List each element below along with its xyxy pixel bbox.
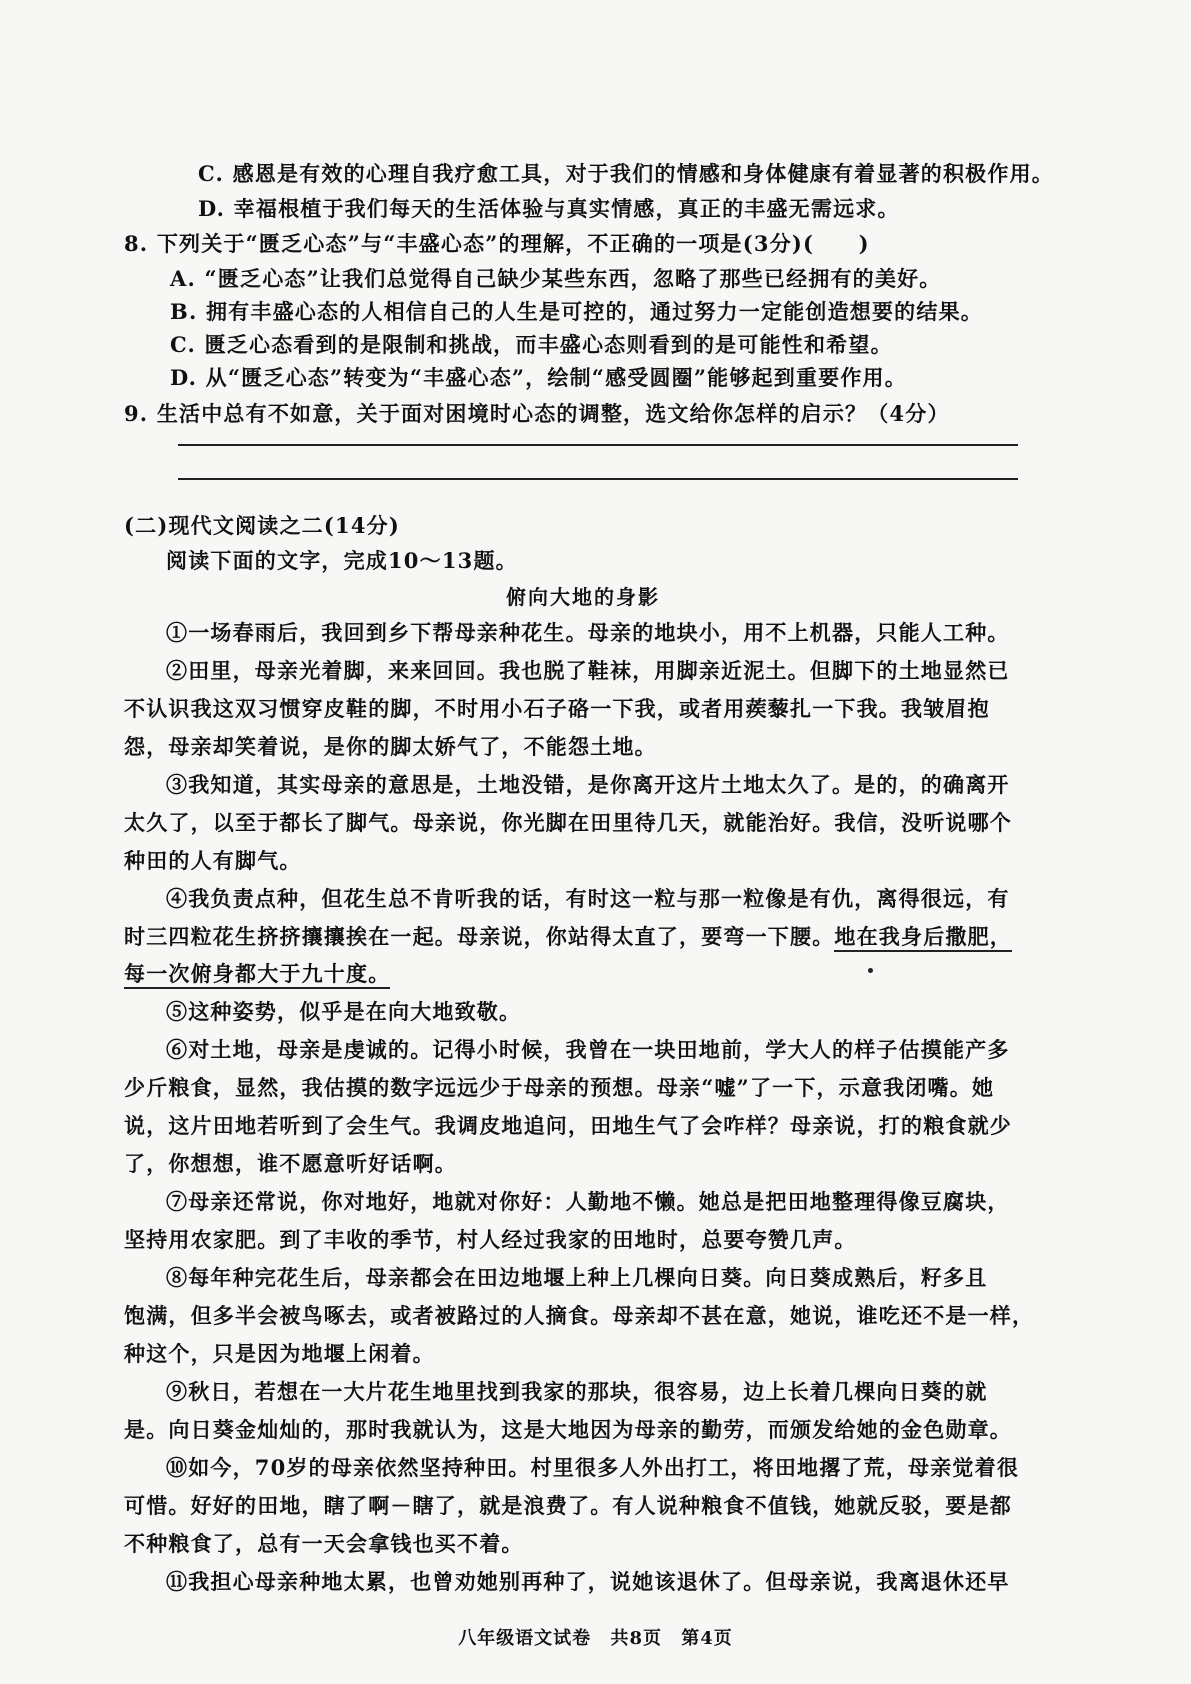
passage-line: 少斤粮食，显然，我估摸的数字远远少于母亲的预想。母亲“嘘”了一下，示意我闭嘴。她: [124, 1075, 995, 1100]
page-footer: [0, 1624, 1191, 1650]
passage-line: 说，这片田地若听到了会生气。我调皮地追问，田地生气了会咋样？母亲说，打的粮食就少: [124, 1113, 1012, 1138]
passage-line: 了，你想想，谁不愿意听好话啊。: [124, 1151, 457, 1176]
passage-line: 是。向日葵金灿灿的，那时我就认为，这是大地因为母亲的勤劳，而颁发给她的金色勋章。: [124, 1417, 1012, 1442]
underlined-sentence: 每一次俯身都大于九十度。: [124, 961, 390, 989]
q7-option-d: D. 幸福根植于我们每天的生活体验与真实情感，真正的丰盛无需远求。: [198, 196, 900, 221]
q9-answer-line-2[interactable]: [178, 478, 1018, 480]
passage-line: ⑤这种姿势，似乎是在向大地致敬。: [166, 999, 522, 1024]
q8-option-d: D. 从“匮乏心态”转变为“丰盛心态”，绘制“感受圆圈”能够起到重要作用。: [170, 365, 907, 390]
passage-line: ⑩如今，70岁的母亲依然坚持种田。村里很多人外出打工，将田地撂了荒，母亲觉着很: [166, 1455, 1020, 1480]
q7-option-c: C. 感恩是有效的心理自我疗愈工具，对于我们的情感和身体健康有着显著的积极作用。: [198, 161, 1054, 186]
passage-line: ⑪我担心母亲种地太累，也曾劝她别再种了，说她该退休了。但母亲说，我离退休还早: [166, 1569, 1010, 1594]
passage-line: ②田里，母亲光着脚，来来回回。我也脱了鞋袜，用脚亲近泥土。但脚下的土地显然已: [166, 658, 1010, 683]
passage-text: 时三四粒花生挤挤攘攘挨在一起。母亲说，你站得太直了，要弯一下腰。: [124, 924, 835, 949]
exam-name: 八年级语文试卷: [458, 1628, 592, 1649]
passage-title: 俯向大地的身影: [506, 585, 660, 609]
page-number: 第4页: [681, 1628, 733, 1649]
stray-mark: [868, 968, 873, 973]
passage-line: ③我知道，其实母亲的意思是，土地没错，是你离开这片土地太久了。是的，的确离开: [166, 772, 1010, 797]
passage-line: ⑦母亲还常说，你对地好，地就对你好：人勤地不懒。她总是把田地整理得像豆腐块，: [166, 1189, 1010, 1214]
passage-line: 种田的人有脚气。: [124, 848, 302, 873]
passage-line: 坚持用农家肥。到了丰收的季节，村人经过我家的田地时，总要夸赞几声。: [124, 1227, 857, 1252]
reading-instruction: 阅读下面的文字，完成10～13题。: [166, 548, 518, 573]
q8-option-c: C. 匮乏心态看到的是限制和挑战，而丰盛心态则看到的是可能性和希望。: [170, 332, 893, 357]
passage-line: ①一场春雨后，我回到乡下帮母亲种花生。母亲的地块小，用不上机器，只能人工种。: [166, 620, 1010, 645]
q9-answer-line-1[interactable]: [178, 444, 1018, 446]
passage-line: ④我负责点种，但花生总不肯听我的话，有时这一粒与那一粒像是有仇，离得很远，有: [166, 886, 1010, 911]
passage-line: ⑧每年种完花生后，母亲都会在田边地堰上种上几棵向日葵。向日葵成熟后，籽多且: [166, 1265, 988, 1290]
passage-line: 太久了，以至于都长了脚气。母亲说，你光脚在田里待几天，就能治好。我信，没听说哪个: [124, 810, 1012, 835]
q8-stem: 8. 下列关于“匮乏心态”与“丰盛心态”的理解，不正确的一项是(3分)( ): [124, 231, 870, 256]
passage-line: ⑥对土地，母亲是虔诚的。记得小时候，我曾在一块田地前，学大人的样子估摸能产多: [166, 1037, 1010, 1062]
page-total: 共8页: [610, 1628, 662, 1649]
passage-line: [124, 958, 390, 988]
passage-line: 不种粮食了，总有一天会拿钱也买不着。: [124, 1531, 524, 1556]
q9-stem: 9. 生活中总有不如意，关于面对困境时心态的调整，选文给你怎样的启示？（4分）: [124, 401, 950, 426]
passage-line: ⑨秋日，若想在一大片花生地里找到我家的那块，很容易，边上长着几棵向日葵的就: [166, 1379, 988, 1404]
q8-option-b: B. 拥有丰盛心态的人相信自己的人生是可控的，通过努力一定能创造想要的结果。: [170, 299, 983, 324]
passage-line: 怨，母亲却笑着说，是你的脚太娇气了，不能怨土地。: [124, 734, 657, 759]
passage-line: 饱满，但多半会被鸟啄去，或者被路过的人摘食。母亲却不甚在意，她说，谁吃还不是一样，: [124, 1303, 1035, 1328]
passage-line: 种这个，只是因为地堰上闲着。: [124, 1341, 435, 1366]
passage-line: 可惜。好好的田地，瞎了啊－瞎了，就是浪费了。有人说种粮食不值钱，她就反驳，要是都: [124, 1493, 1012, 1518]
q8-option-a: A. “匮乏心态”让我们总觉得自己缺少某些东西，忽略了那些已经拥有的美好。: [170, 266, 942, 291]
passage-line: [124, 921, 1012, 951]
section-heading: (二)现代文阅读之二(14分): [124, 513, 400, 538]
underlined-sentence: 地在我身后撒肥，: [834, 924, 1012, 952]
passage-line: 不认识我这双习惯穿皮鞋的脚，不时用小石子硌一下我，或者用蒺藜扎一下我。我皱眉抱: [124, 696, 990, 721]
